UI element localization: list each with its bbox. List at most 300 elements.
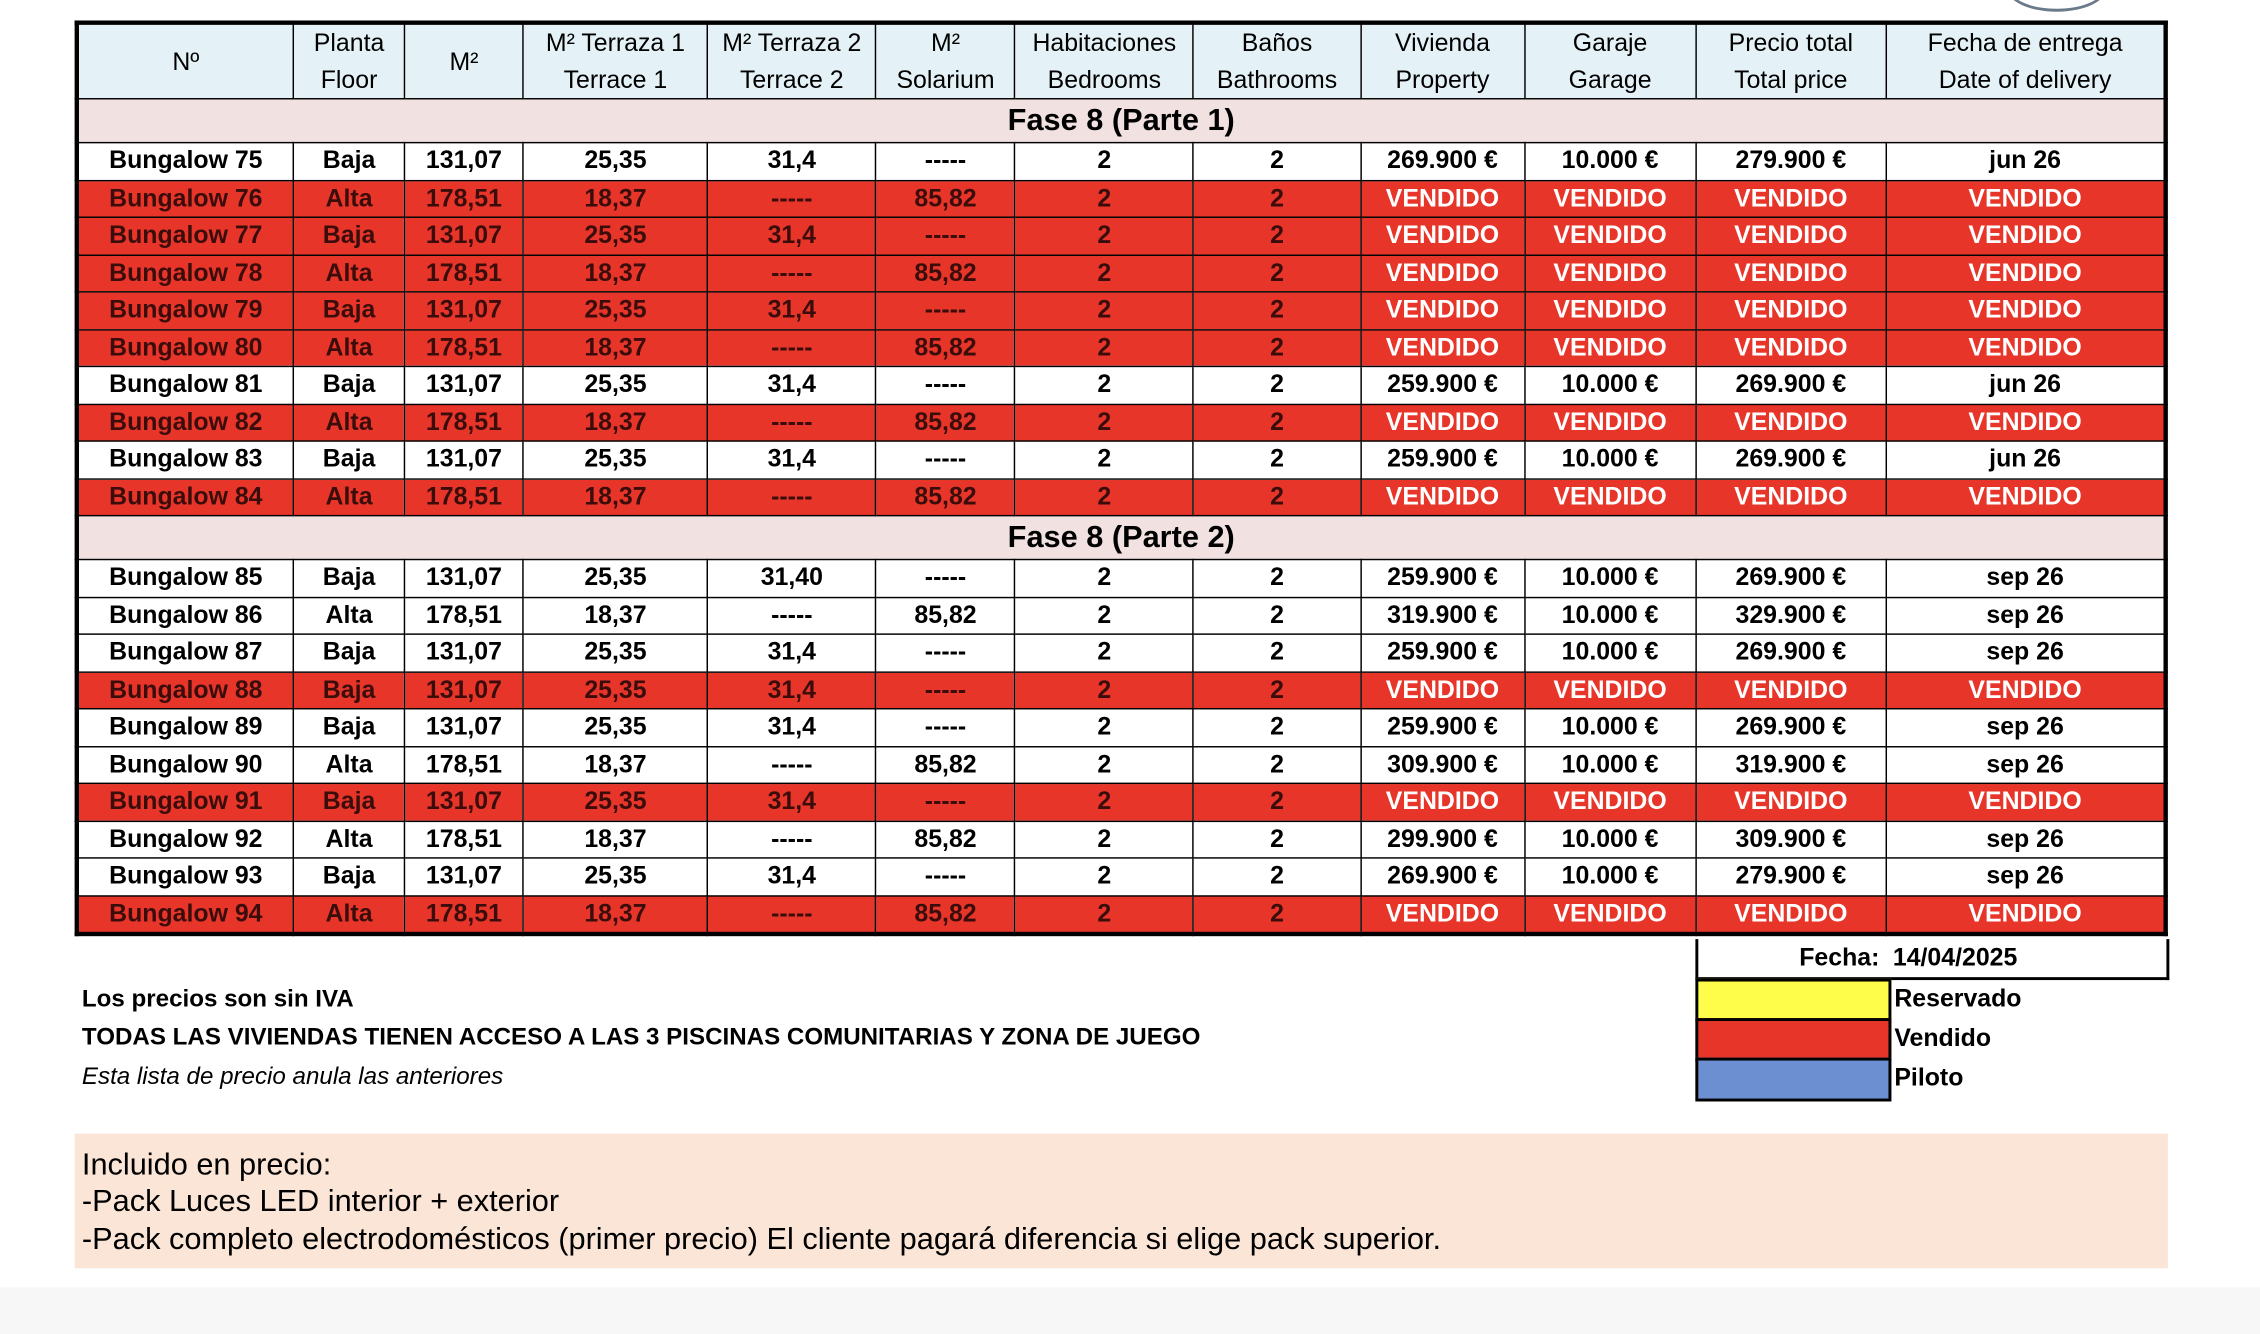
table-cell: 131,07 (405, 671, 524, 708)
table-cell: 2 (1194, 329, 1361, 366)
legend-label-sold: Vendido (1894, 1023, 1992, 1052)
table-cell: VENDIDO (1524, 895, 1695, 934)
table-cell: Alta (293, 746, 404, 783)
table-cell: Baja (293, 143, 404, 180)
table-cell: Baja (293, 671, 404, 708)
table-cell: Bungalow 84 (77, 478, 294, 515)
table-cell: 25,35 (523, 709, 707, 746)
table-cell: 131,07 (405, 709, 524, 746)
table-cell: 2 (1015, 478, 1194, 515)
table-cell: 18,37 (523, 255, 707, 292)
table-header-row (77, 23, 2166, 99)
table-cell: VENDIDO (1696, 255, 1886, 292)
table-row (77, 329, 2166, 366)
table-cell: 2 (1015, 292, 1194, 329)
table-row (77, 634, 2166, 671)
column-header-sublabel: Terrace 2 (739, 65, 844, 94)
table-cell: 85,82 (876, 597, 1015, 634)
table-cell: VENDIDO (1524, 292, 1695, 329)
table-cell: Bungalow 78 (77, 255, 294, 292)
table-cell: Bungalow 77 (77, 217, 294, 254)
table-cell: ----- (876, 671, 1015, 708)
table-cell: 2 (1015, 858, 1194, 895)
table-cell: 2 (1015, 329, 1194, 366)
table-row (77, 858, 2166, 895)
column-header (293, 23, 404, 99)
table-cell: Bungalow 79 (77, 292, 294, 329)
table-cell: 131,07 (405, 634, 524, 671)
column-header (1696, 23, 1886, 99)
table-cell: Bungalow 80 (77, 329, 294, 366)
table-cell: VENDIDO (1696, 404, 1886, 441)
table-cell: 25,35 (523, 634, 707, 671)
table-cell: 31,4 (708, 858, 876, 895)
table-cell: 131,07 (405, 217, 524, 254)
table-row (77, 895, 2166, 934)
table-cell: 85,82 (876, 329, 1015, 366)
table-cell: Baja (293, 560, 404, 597)
table-cell: 25,35 (523, 143, 707, 180)
included-title: Incluido en precio: (81, 1148, 332, 1182)
table-cell: Bungalow 91 (77, 783, 294, 820)
table-cell: VENDIDO (1524, 217, 1695, 254)
table-cell: 10.000 € (1524, 821, 1695, 858)
table-cell: 25,35 (523, 366, 707, 403)
table-row (77, 478, 2166, 515)
table-cell: 85,82 (876, 895, 1015, 934)
table-cell: VENDIDO (1886, 671, 2166, 708)
table-cell: Baja (293, 292, 404, 329)
table-cell: 259.900 € (1360, 709, 1524, 746)
column-header (523, 23, 707, 99)
column-header-sublabel: Bathrooms (1216, 65, 1338, 94)
table-row (77, 366, 2166, 403)
table-cell: Bungalow 76 (77, 180, 294, 217)
table-cell: VENDIDO (1360, 255, 1524, 292)
table-cell: 85,82 (876, 255, 1015, 292)
column-header-label: M² (931, 29, 961, 58)
table-cell: Bungalow 85 (77, 560, 294, 597)
table-cell: ----- (876, 441, 1015, 478)
table-cell: 2 (1194, 478, 1361, 515)
column-header (1886, 23, 2166, 99)
table-cell: 10.000 € (1524, 746, 1695, 783)
table-cell: VENDIDO (1886, 478, 2166, 515)
column-header-sublabel: Property (1395, 65, 1490, 94)
table-cell: Alta (293, 180, 404, 217)
table-cell: 2 (1194, 441, 1361, 478)
column-header-label: M² (449, 47, 479, 76)
table-cell: 2 (1194, 709, 1361, 746)
table-cell: ----- (876, 143, 1015, 180)
table-cell: 18,37 (523, 895, 707, 934)
table-cell: 309.900 € (1696, 821, 1886, 858)
table-cell: VENDIDO (1696, 478, 1886, 515)
table-cell: sep 26 (1886, 709, 2166, 746)
table-cell: 85,82 (876, 404, 1015, 441)
legend-label-pilot: Piloto (1894, 1063, 1964, 1092)
table-cell: VENDIDO (1360, 404, 1524, 441)
table-cell: sep 26 (1886, 560, 2166, 597)
table-cell: VENDIDO (1696, 217, 1886, 254)
table-cell: 2 (1015, 560, 1194, 597)
table-cell: 31,4 (708, 671, 876, 708)
table-cell: 85,82 (876, 478, 1015, 515)
logo-arc-icon (2007, 0, 2106, 12)
table-cell: 178,51 (405, 478, 524, 515)
table-cell: Alta (293, 597, 404, 634)
table-cell: 279.900 € (1696, 143, 1886, 180)
column-header-label: Precio total (1728, 29, 1854, 58)
table-cell: 25,35 (523, 783, 707, 820)
table-cell: 309.900 € (1360, 746, 1524, 783)
table-cell: VENDIDO (1696, 292, 1886, 329)
table-cell: 31,4 (708, 217, 876, 254)
table-cell: 2 (1194, 366, 1361, 403)
table-cell: Bungalow 90 (77, 746, 294, 783)
column-header-sublabel: Terrace 1 (563, 65, 668, 94)
table-cell: ----- (876, 783, 1015, 820)
table-cell: 2 (1015, 895, 1194, 934)
table-cell: Bungalow 75 (77, 143, 294, 180)
column-header-label: Habitaciones (1032, 29, 1177, 58)
table-cell: 10.000 € (1524, 858, 1695, 895)
table-cell: Baja (293, 634, 404, 671)
table-cell: ----- (876, 292, 1015, 329)
table-cell: VENDIDO (1696, 895, 1886, 934)
table-cell: 2 (1194, 217, 1361, 254)
table-cell: VENDIDO (1360, 671, 1524, 708)
table-cell: jun 26 (1886, 366, 2166, 403)
table-cell: 2 (1194, 895, 1361, 934)
column-header-label: Planta (313, 29, 385, 58)
table-cell: 10.000 € (1524, 597, 1695, 634)
table-cell: 10.000 € (1524, 634, 1695, 671)
column-header-sublabel: Bedrooms (1047, 65, 1162, 94)
table-cell: 10.000 € (1524, 441, 1695, 478)
table-cell: 31,4 (708, 709, 876, 746)
table-cell: 269.900 € (1696, 560, 1886, 597)
table-cell: 131,07 (405, 783, 524, 820)
phase-header-row (77, 99, 2166, 143)
date-box (1695, 939, 2169, 980)
table-cell: VENDIDO (1696, 671, 1886, 708)
table-cell: 131,07 (405, 366, 524, 403)
table-cell: VENDIDO (1360, 217, 1524, 254)
table-cell: 178,51 (405, 329, 524, 366)
table-cell: 259.900 € (1360, 634, 1524, 671)
column-header-label: Vivienda (1394, 29, 1490, 58)
table-cell: VENDIDO (1886, 180, 2166, 217)
table-cell: 31,4 (708, 634, 876, 671)
table-cell: sep 26 (1886, 634, 2166, 671)
table-cell: VENDIDO (1360, 895, 1524, 934)
table-cell: 25,35 (523, 858, 707, 895)
table-cell: 2 (1015, 180, 1194, 217)
table-cell: 2 (1194, 783, 1361, 820)
table-cell: Alta (293, 821, 404, 858)
column-header-sublabel: Date of delivery (1938, 65, 2112, 94)
table-cell: 178,51 (405, 180, 524, 217)
column-header (1524, 23, 1695, 99)
column-header (405, 23, 524, 99)
table-cell: 2 (1194, 597, 1361, 634)
table-cell: 85,82 (876, 821, 1015, 858)
table-cell: ----- (708, 329, 876, 366)
table-row (77, 441, 2166, 478)
table-cell: Baja (293, 709, 404, 746)
legend-label-reserved: Reservado (1894, 984, 2022, 1013)
table-cell: VENDIDO (1886, 217, 2166, 254)
table-cell: 2 (1015, 671, 1194, 708)
pools-note: TODAS LAS VIVIENDAS TIENEN ACCESO A LAS 3 PISCINAS COMUNITARIAS Y ZONA DE JUEGO (81, 1023, 1201, 1051)
table-cell: 85,82 (876, 746, 1015, 783)
table-cell: ----- (876, 217, 1015, 254)
table-cell: 10.000 € (1524, 709, 1695, 746)
phase-title: Fase 8 (Parte 2) (77, 516, 2166, 560)
column-header (1015, 23, 1194, 99)
date-value: 14/04/2025 (1892, 943, 2018, 972)
table-cell: ----- (876, 634, 1015, 671)
table-cell: 269.900 € (1360, 143, 1524, 180)
table-cell: VENDIDO (1360, 783, 1524, 820)
table-cell: 2 (1015, 366, 1194, 403)
table-cell: VENDIDO (1360, 292, 1524, 329)
table-cell: jun 26 (1886, 441, 2166, 478)
included-box (75, 1134, 2168, 1269)
table-cell: sep 26 (1886, 821, 2166, 858)
table-row (77, 292, 2166, 329)
table-cell: Baja (293, 783, 404, 820)
column-header-sublabel: Total price (1734, 65, 1848, 94)
phase-title: Fase 8 (Parte 1) (77, 99, 2166, 143)
price-table (75, 20, 2168, 936)
table-cell: 259.900 € (1360, 366, 1524, 403)
table-cell: 178,51 (405, 895, 524, 934)
table-row (77, 783, 2166, 820)
table-cell: 269.900 € (1360, 858, 1524, 895)
table-cell: Bungalow 82 (77, 404, 294, 441)
table-cell: 269.900 € (1696, 634, 1886, 671)
table-cell: ----- (708, 597, 876, 634)
table-cell: 31,4 (708, 441, 876, 478)
table-cell: VENDIDO (1524, 671, 1695, 708)
column-header-sublabel: Solarium (896, 65, 995, 94)
column-header (1360, 23, 1524, 99)
table-cell: 2 (1015, 746, 1194, 783)
table-cell: Bungalow 86 (77, 597, 294, 634)
table-cell: 31,4 (708, 366, 876, 403)
table-cell: ----- (708, 895, 876, 934)
table-cell: 25,35 (523, 217, 707, 254)
table-cell: 31,4 (708, 783, 876, 820)
table-row (77, 143, 2166, 180)
table-cell: Bungalow 89 (77, 709, 294, 746)
table-cell: 279.900 € (1696, 858, 1886, 895)
table-cell: 2 (1015, 821, 1194, 858)
table-row (77, 821, 2166, 858)
table-cell: 178,51 (405, 821, 524, 858)
table-cell: 2 (1194, 143, 1361, 180)
table-cell: 178,51 (405, 255, 524, 292)
table-cell: sep 26 (1886, 597, 2166, 634)
table-cell: VENDIDO (1696, 180, 1886, 217)
table-cell: ----- (708, 821, 876, 858)
table-cell: Bungalow 92 (77, 821, 294, 858)
table-cell: Baja (293, 366, 404, 403)
table-cell: 2 (1015, 597, 1194, 634)
table-cell: 18,37 (523, 404, 707, 441)
table-cell: 2 (1194, 180, 1361, 217)
table-cell: ----- (876, 366, 1015, 403)
table-cell: Alta (293, 478, 404, 515)
table-cell: ----- (876, 709, 1015, 746)
table-cell: 18,37 (523, 821, 707, 858)
table-cell: 2 (1194, 404, 1361, 441)
table-cell: Bungalow 93 (77, 858, 294, 895)
table-cell: ----- (708, 478, 876, 515)
table-row (77, 709, 2166, 746)
table-cell: 18,37 (523, 746, 707, 783)
table-cell: 31,4 (708, 292, 876, 329)
table-cell: 2 (1015, 143, 1194, 180)
column-header-label: Garaje (1572, 29, 1648, 58)
table-cell: sep 26 (1886, 858, 2166, 895)
table-cell: 2 (1194, 746, 1361, 783)
included-item-appliances: -Pack completo electrodomésticos (primer precio) El cliente pagará diferencia si elige pack superior. (81, 1222, 1441, 1257)
table-cell: Bungalow 88 (77, 671, 294, 708)
table-cell: VENDIDO (1886, 895, 2166, 934)
table-cell: jun 26 (1886, 143, 2166, 180)
supersedes-note: Esta lista de precio anula las anteriores (81, 1063, 504, 1090)
table-cell: 319.900 € (1696, 746, 1886, 783)
table-cell: VENDIDO (1886, 329, 2166, 366)
column-header-label: Nº (172, 47, 200, 76)
table-cell: 131,07 (405, 560, 524, 597)
table-cell: 2 (1194, 560, 1361, 597)
legend-swatch-reserved (1695, 979, 1891, 1023)
table-cell: sep 26 (1886, 746, 2166, 783)
table-cell: 2 (1015, 634, 1194, 671)
table-cell: Alta (293, 404, 404, 441)
table-cell: 25,35 (523, 560, 707, 597)
table-cell: 18,37 (523, 329, 707, 366)
table-cell: VENDIDO (1524, 329, 1695, 366)
column-header-label: Baños (1241, 29, 1313, 58)
table-cell: ----- (708, 255, 876, 292)
table-cell: 25,35 (523, 671, 707, 708)
table-cell: 299.900 € (1360, 821, 1524, 858)
table-cell: 131,07 (405, 143, 524, 180)
table-cell: 10.000 € (1524, 143, 1695, 180)
table-cell: Baja (293, 858, 404, 895)
table-cell: VENDIDO (1524, 255, 1695, 292)
table-cell: ----- (708, 746, 876, 783)
table-cell: 25,35 (523, 292, 707, 329)
table-cell: VENDIDO (1524, 180, 1695, 217)
table-cell: VENDIDO (1524, 478, 1695, 515)
table-cell: VENDIDO (1524, 783, 1695, 820)
table-cell: Alta (293, 329, 404, 366)
table-cell: ----- (708, 404, 876, 441)
column-header-label: M² Terraza 2 (722, 29, 862, 58)
table-cell: 329.900 € (1696, 597, 1886, 634)
column-header-sublabel: Garage (1568, 65, 1652, 94)
table-cell: 31,40 (708, 560, 876, 597)
table-row (77, 404, 2166, 441)
table-cell: 18,37 (523, 597, 707, 634)
table-cell: 25,35 (523, 441, 707, 478)
table-cell: ----- (876, 560, 1015, 597)
column-header (77, 23, 294, 99)
table-cell: Baja (293, 441, 404, 478)
table-cell: VENDIDO (1524, 404, 1695, 441)
table-cell: 269.900 € (1696, 441, 1886, 478)
table-cell: 2 (1194, 634, 1361, 671)
table-row (77, 671, 2166, 708)
table-cell: 2 (1194, 292, 1361, 329)
table-cell: 18,37 (523, 180, 707, 217)
table-cell: 178,51 (405, 597, 524, 634)
table-cell: Alta (293, 895, 404, 934)
included-item-led: -Pack Luces LED interior + exterior (81, 1184, 560, 1219)
table-cell: 259.900 € (1360, 441, 1524, 478)
table-cell: 2 (1194, 821, 1361, 858)
column-header-sublabel: Floor (320, 65, 378, 94)
column-header-label: M² Terraza 1 (545, 29, 686, 58)
table-cell: 2 (1015, 255, 1194, 292)
legend-swatch-sold (1695, 1018, 1891, 1062)
table-cell: 2 (1194, 858, 1361, 895)
table-row (77, 255, 2166, 292)
table-row (77, 597, 2166, 634)
table-cell: 2 (1194, 671, 1361, 708)
table-cell: 2 (1015, 217, 1194, 254)
table-cell: 131,07 (405, 441, 524, 478)
table-cell: VENDIDO (1886, 292, 2166, 329)
table-cell: Alta (293, 255, 404, 292)
table-cell: Bungalow 81 (77, 366, 294, 403)
table-cell: ----- (708, 180, 876, 217)
table-cell: 2 (1015, 441, 1194, 478)
table-cell: VENDIDO (1360, 329, 1524, 366)
column-header (876, 23, 1015, 99)
table-cell: 178,51 (405, 746, 524, 783)
table-cell: 2 (1194, 255, 1361, 292)
table-row (77, 746, 2166, 783)
table-cell: 18,37 (523, 478, 707, 515)
table-cell: 319.900 € (1360, 597, 1524, 634)
table-cell: 131,07 (405, 858, 524, 895)
column-header (708, 23, 876, 99)
bottom-strip (0, 1287, 2260, 1334)
table-cell: 2 (1015, 404, 1194, 441)
table-cell: Bungalow 94 (77, 895, 294, 934)
table-cell: ----- (876, 858, 1015, 895)
date-label: Fecha: (1799, 943, 1880, 972)
vat-note: Los precios son sin IVA (81, 985, 354, 1013)
table-cell: 2 (1015, 709, 1194, 746)
table-row (77, 217, 2166, 254)
table-cell: 131,07 (405, 292, 524, 329)
table-cell: 31,4 (708, 143, 876, 180)
table-cell: Bungalow 83 (77, 441, 294, 478)
table-row (77, 180, 2166, 217)
column-header (1194, 23, 1361, 99)
table-cell: 178,51 (405, 404, 524, 441)
table-cell: Bungalow 87 (77, 634, 294, 671)
table-cell: VENDIDO (1696, 783, 1886, 820)
